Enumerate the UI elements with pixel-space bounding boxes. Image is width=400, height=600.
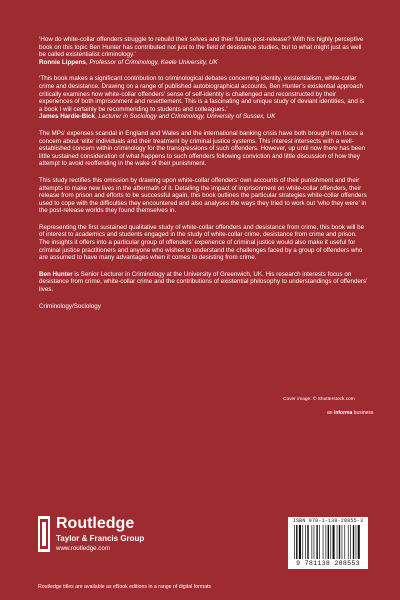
ebook-note: Routledge titles are available as eBook editions in a range of digital formats (38, 584, 212, 590)
endorsement (39, 36, 369, 66)
informa-tagline (327, 410, 373, 416)
barcode-digits: 9 781138 288553 (296, 560, 360, 567)
author-name: Ben Hunter (39, 270, 73, 278)
description-paragraph: This study rectifies this omission by drawing upon white-collar offenders’ own accounts of their punishment and their attempts to make new lives in the aftermath of it. Detailing the impact of imprisonment on white-collar offenders, their release from prison and efforts to be successful again, this book outlines the particular strategies white-collar offenders used to cope with the difficulties they encountered and also analyses the ways they tried to work out ‘who they were’ in the post-release worlds they found themselves in. (39, 176, 367, 215)
isbn-label: ISBN 978-1-138-28855-3 (292, 518, 364, 524)
informa-suffix: business (352, 410, 374, 416)
endorser-affiliation: Lecturer in Sociology and Criminology, University of Sussex, UK (98, 113, 276, 121)
publisher-name: Routledge (56, 515, 135, 532)
endorsement-quote: ‘This book makes a significant contribution to criminological debates concerning identity, existentialism, white-collar crime and desistance. Drawing on a range of published autobiographical accounts, Ben Hunter’s existential approach critically examines how white-collar offenders’ sense of self-identity is challenged and reconstructed by their experiences of both imprisonment and resettlement. This is a fascinating and unique study of deviant identities, and is a book I will certainly be recommending to students and colleagues.’ (39, 75, 365, 113)
publisher-text (56, 516, 144, 553)
back-cover-text (39, 36, 369, 319)
informa-brand: informa (333, 410, 353, 416)
publisher-url[interactable]: www.routledge.com (56, 545, 110, 552)
isbn-barcode (288, 517, 368, 569)
informa-prefix: an (327, 410, 334, 416)
endorser-name: Ronnie Lippens (39, 58, 86, 66)
endorsement-quote: ‘How do white-collar offenders struggle to rebuild their selves and their future post-release? With his highly perceptive book on this topic Ben Hunter has contributed not just to the field of desistance studies, but to what might just as well be called existentialist criminology.’ (39, 36, 364, 59)
publisher-group: Taylor & Francis Group (56, 534, 145, 543)
endorsement (39, 75, 369, 121)
routledge-mark-icon (38, 516, 50, 552)
endorser-name: James Hardie-Bick (39, 113, 95, 121)
subject-category: Criminology/Sociology (39, 302, 101, 310)
author-bio-text: is Senior Lecturer in Criminology at the University of Greenwich, UK. His research interests focus on desistance from crime, white-collar crime and the contributions of existential philosophy to understandings of offenders’ lives. (39, 270, 368, 294)
publisher-logo (38, 516, 144, 553)
endorsement-attribution: James Hardie-Bick, Lecturer in Sociology and Criminology, University of Sussex, UK (39, 113, 276, 121)
endorser-affiliation: Professor of Criminology, Keele University, UK (89, 58, 218, 66)
author-bio (39, 271, 369, 294)
description-paragraph: Representing the first sustained qualitative study of white-collar offenders and desistance from crime, this book will be of interest to academics and students engaged in the study of white-collar crime, desistance from crime and prison. The insights it offers into a particular group of offenders’ experience of criminal justice would also make it useful for criminal justice practitioners and anyone who wishes to understand the challenges faced by a group of offenders who are assumed to have many advantages when it comes to desisting from crime. (39, 223, 365, 262)
endorsement-attribution: Ronnie Lippens, Professor of Criminology, Keele University, UK (39, 58, 218, 66)
cover-image-credit: Cover image: © Shutterstock.com (283, 397, 355, 402)
description-paragraph: The MPs’ expenses scandal in England and Wales and the international banking crisis have both brought into focus a concern about ‘elite’ individuals and their treatment by criminal justice systems. This interest intersects with a well-established concern within criminology for the transgressions of such offenders. However, up until now there has been little sustained consideration of what happens to such offenders following conviction and little discussion of how they attempt to avoid reoffending in the wake of their punishment. (39, 129, 366, 168)
